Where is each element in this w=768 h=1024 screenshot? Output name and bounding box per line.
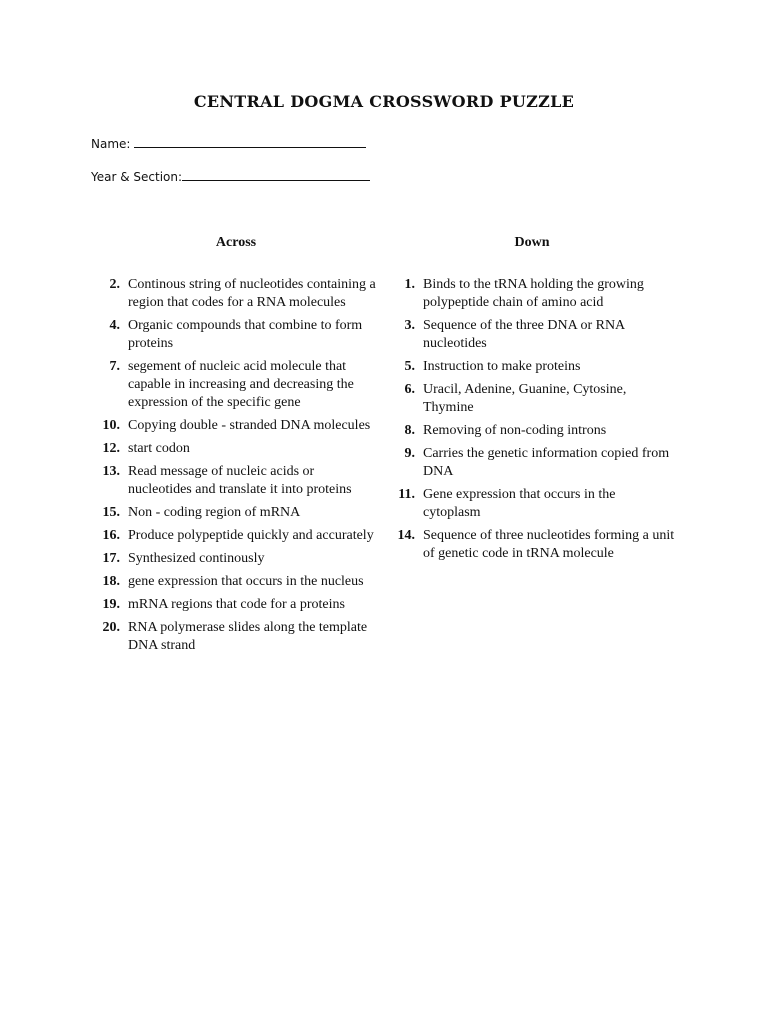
- clue-number: 18.: [102, 574, 120, 589]
- page-title: CENTRAL DOGMA CROSSWORD PUZZLE: [193, 92, 575, 111]
- across-clue: [90, 463, 380, 499]
- across-clue: [90, 276, 380, 312]
- across-clue: [90, 550, 380, 568]
- down-clue: [385, 422, 675, 440]
- clue-text: Removing of non-coding introns: [423, 423, 607, 438]
- clue-text: Sequence of the three DNA or RNA nucleotides: [423, 318, 625, 351]
- clue-text: Organic compounds that combine to form proteins: [128, 318, 363, 351]
- clue-number: 2.: [109, 277, 120, 292]
- year-section-blank-line: [182, 167, 370, 181]
- across-clue: [90, 440, 380, 458]
- across-clue-list: [90, 276, 380, 660]
- clue-text: Read message of nucleic acids or nucleotides and translate it into proteins: [128, 464, 352, 497]
- across-clue: [90, 619, 380, 655]
- down-clue: [385, 317, 675, 353]
- clue-number: 6.: [404, 382, 415, 397]
- name-blank-line: [134, 134, 366, 148]
- clue-text: RNA polymerase slides along the template DNA strand: [128, 620, 368, 653]
- year-section-field: [91, 167, 370, 184]
- clue-number: 4.: [109, 318, 120, 333]
- clue-text: segement of nucleic acid molecule that capable in increasing and decreasing the expression of the specific gene: [128, 359, 354, 410]
- clue-number: 8.: [404, 423, 415, 438]
- name-field: [91, 134, 366, 151]
- clue-number: 19.: [102, 597, 120, 612]
- clue-text: start codon: [128, 441, 190, 456]
- clue-text: Uracil, Adenine, Guanine, Cytosine, Thymine: [423, 382, 627, 415]
- clue-text: Synthesized continously: [128, 551, 265, 566]
- clue-number: 1.: [404, 277, 415, 292]
- clue-number: 12.: [102, 441, 120, 456]
- clue-text: mRNA regions that code for a proteins: [128, 597, 345, 612]
- down-heading: Down: [514, 235, 550, 250]
- clue-text: Non - coding region of mRNA: [128, 505, 301, 520]
- down-clue: [385, 486, 675, 522]
- clue-number: 20.: [102, 620, 120, 635]
- across-clue: [90, 317, 380, 353]
- down-clue-list: [385, 276, 675, 568]
- clue-text: gene expression that occurs in the nucleus: [128, 574, 364, 589]
- clue-number: 7.: [109, 359, 120, 374]
- clue-number: 3.: [404, 318, 415, 333]
- across-clue: [90, 417, 380, 435]
- clue-number: 16.: [102, 528, 120, 543]
- down-clue: [385, 381, 675, 417]
- clue-number: 17.: [102, 551, 120, 566]
- clue-text: Sequence of three nucleotides forming a unit of genetic code in tRNA molecule: [423, 528, 675, 561]
- across-clue: [90, 358, 380, 412]
- across-clue: [90, 596, 380, 614]
- clue-text: Continous string of nucleotides containing a region that codes for a RNA molecules: [128, 277, 376, 310]
- clue-text: Instruction to make proteins: [423, 359, 581, 374]
- down-clue: [385, 445, 675, 481]
- across-clue: [90, 504, 380, 522]
- clue-number: 9.: [404, 446, 415, 461]
- clue-text: Produce polypeptide quickly and accurately: [128, 528, 374, 543]
- year-section-label: Year & Section:: [91, 170, 183, 184]
- clue-number: 13.: [102, 464, 120, 479]
- name-label: Name:: [91, 137, 131, 151]
- down-clue: [385, 276, 675, 312]
- clue-text: Copying double - stranded DNA molecules: [128, 418, 371, 433]
- clue-number: 15.: [102, 505, 120, 520]
- clue-text: Gene expression that occurs in the cytoplasm: [423, 487, 616, 520]
- across-heading: Across: [215, 235, 257, 250]
- clue-number: 11.: [398, 487, 415, 502]
- across-clue: [90, 527, 380, 545]
- clue-number: 5.: [404, 359, 415, 374]
- clue-number: 14.: [397, 528, 415, 543]
- clue-text: Carries the genetic information copied from DNA: [423, 446, 670, 479]
- down-clue: [385, 358, 675, 376]
- across-clue: [90, 573, 380, 591]
- clue-text: Binds to the tRNA holding the growing polypeptide chain of amino acid: [423, 277, 644, 310]
- down-clue: [385, 527, 675, 563]
- clue-number: 10.: [102, 418, 120, 433]
